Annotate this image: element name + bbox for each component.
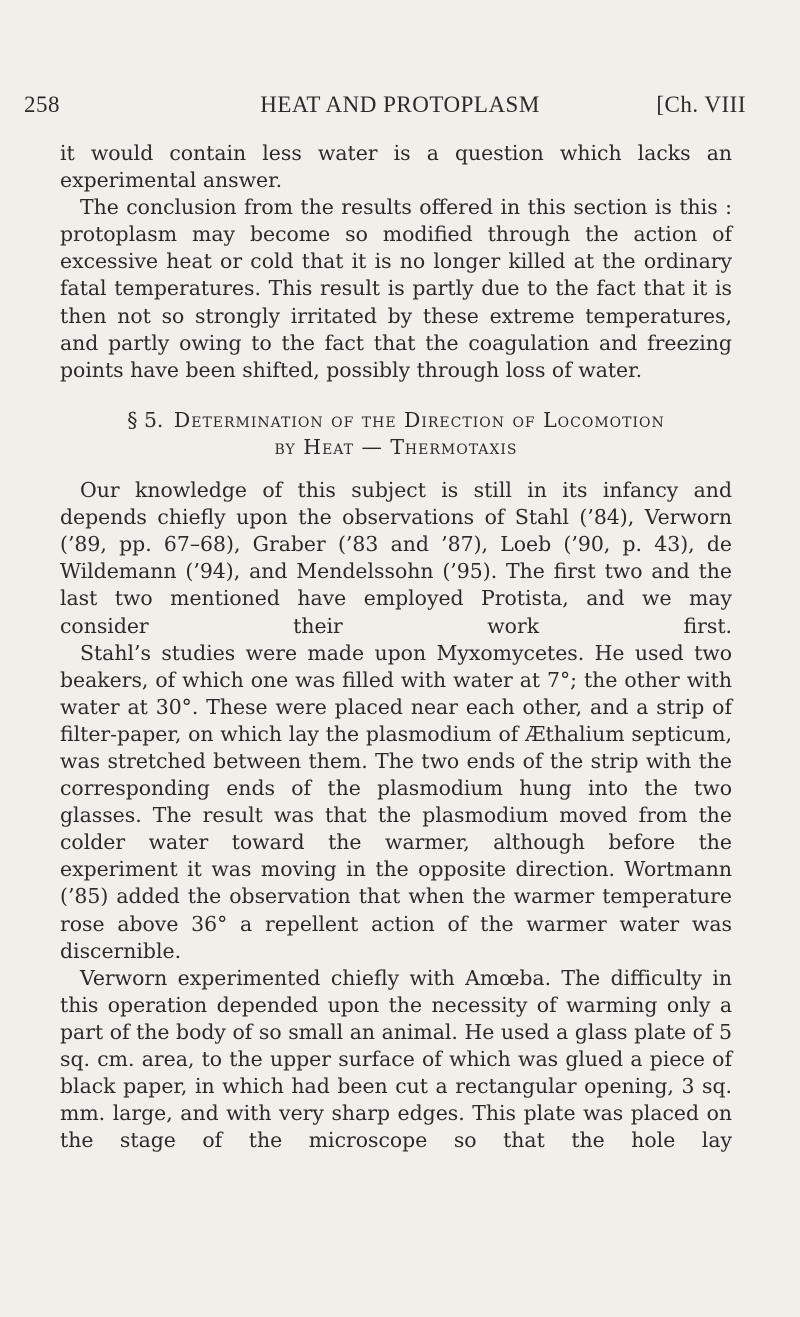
body-text: [60, 140, 732, 1154]
chapter-label: [Ch. VIII: [656, 92, 746, 117]
paragraph: Stahl’s studies were made upon Myxomycetes. He used two beakers, of which one was filled with water at 7°; the other with water at 30°. These were placed near each other, and a strip of filter-paper, on which lay the plasmodium of Æthalium septicum, was stretched between them. The two ends of the strip with the corresponding ends of the plasmodium hung into the two glasses. The result was that the plasmodium moved from the colder water toward the warmer, although before the experiment it was moving in the opposite direction. Wortmann (’85) added the observation that when the warmer temperature rose above 36° a repellent action of the warmer water was discernible.: [60, 640, 732, 963]
page-number: 258: [24, 92, 60, 117]
paragraph: Verworn experimented chiefly with Amœba. The difficulty in this operation depended upon the necessity of warming only a part of the body of so small an animal. He used a glass plate of 5 sq. cm. area, to the upper surface of which was glued a piece of black paper, in which had been cut a rectangular opening, 3 sq. mm. large, and with very sharp edges. This plate was placed on the stage of the microscope so that the hole lay: [60, 965, 732, 1153]
section-number: § 5.: [127, 407, 164, 432]
section-title-line-1: Determination of the Direction of Locomotion: [173, 407, 665, 432]
paragraph: The conclusion from the results offered in this section is this : protoplasm may become so modified through the action of excessive heat or cold that it is no longer killed at the ordinary fatal temperatures. This result is partly due to the fact that it is then not so strongly irritated by these extreme temperatures, and partly owing to the fact that the coagulation and freezing points have been shifted, possibly through loss of water.: [60, 195, 732, 382]
section-heading: [60, 407, 732, 461]
section-title-line-2: by Heat — Thermotaxis: [274, 434, 518, 459]
paragraph: Our knowledge of this subject is still in its infancy and depends chiefly upon the observations of Stahl (’84), Verworn (’89, pp. 67–68), Graber (’83 and ’87), Loeb (’90, p. 43), de Wildemann (’94), and Mendelssohn (’95). The first two and the last two mentioned have employed Protista, and we may consider their work first.: [60, 478, 732, 638]
running-title: HEAT AND PROTOPLASM: [260, 92, 540, 117]
paragraph: it would contain less water is a question which lacks an experimental answer.: [60, 141, 732, 193]
